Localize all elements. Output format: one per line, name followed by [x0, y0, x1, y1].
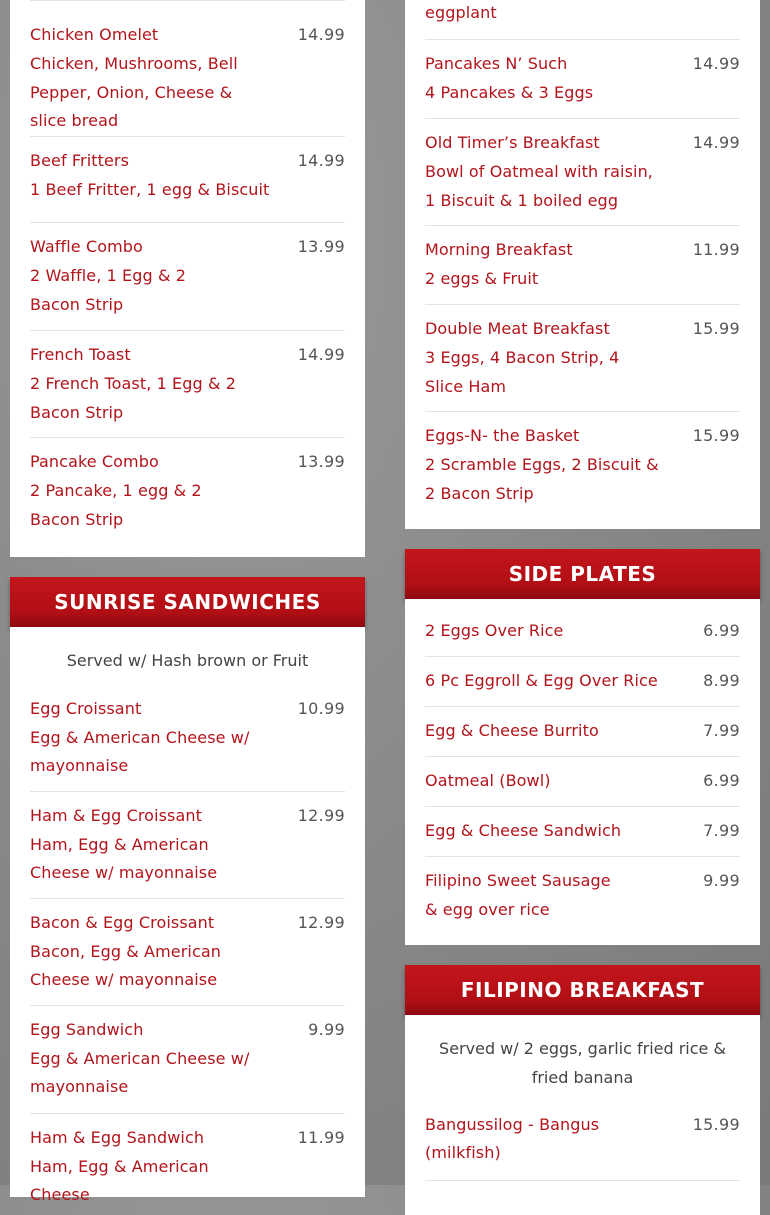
- item-description: Ham, Egg & American Cheese: [30, 1156, 209, 1205]
- item-description: 2 French Toast, 1 Egg & 2 Bacon Strip: [30, 373, 236, 422]
- item-price: 14.99: [297, 151, 345, 170]
- item-name: Waffle Combo: [30, 237, 143, 256]
- menu-item[interactable]: [425, 1103, 740, 1181]
- item-price: 12.99: [297, 805, 345, 825]
- item-name: Bangussilog - Bangus (milkfish): [425, 1114, 600, 1163]
- menu-item[interactable]: [30, 899, 345, 1006]
- item-price: 11.99: [297, 1127, 345, 1147]
- menu-item[interactable]: [30, 1114, 345, 1205]
- item-price: 9.99: [703, 871, 740, 890]
- item-description: Bacon, Egg & American Cheese w/ mayonnaise: [30, 941, 221, 990]
- item-description: 4 Pancakes & 3 Eggs: [425, 82, 594, 102]
- menu-item: [425, 0, 740, 40]
- item-name: Ham & Egg Croissant: [30, 805, 203, 825]
- item-description: 2 Waffle, 1 Egg & 2 Bacon Strip: [30, 265, 187, 314]
- item-name: Old Timer’s Breakfast: [425, 133, 600, 152]
- item-name: Morning Breakfast: [425, 240, 573, 259]
- menu-item[interactable]: [425, 857, 740, 937]
- menu-item[interactable]: [425, 119, 740, 226]
- item-price: 9.99: [308, 1019, 345, 1039]
- item-description-partial: eggplant: [425, 3, 497, 22]
- menu-item[interactable]: [30, 686, 345, 792]
- item-name: Pancakes N’ Such: [425, 54, 568, 73]
- menu-item[interactable]: [30, 792, 345, 899]
- menu-item[interactable]: [425, 657, 740, 707]
- breakfast-card-left: [10, 0, 365, 557]
- section-title-sunrise-sandwiches: SUNRISE SANDWICHES: [10, 577, 365, 627]
- item-name: Egg & Cheese Sandwich: [425, 821, 622, 840]
- item-price: 13.99: [297, 237, 345, 256]
- item-name: 6 Pc Eggroll & Egg Over Rice: [425, 671, 658, 690]
- item-name: Ham & Egg Sandwich: [30, 1127, 205, 1147]
- section-title-filipino-breakfast: FILIPINO BREAKFAST: [405, 965, 760, 1015]
- item-description: Egg & American Cheese w/ mayonnaise: [30, 727, 250, 776]
- item-price: 15.99: [692, 1114, 740, 1134]
- item-price: 11.99: [692, 240, 740, 259]
- item-price: 8.99: [703, 671, 740, 690]
- item-price: 6.99: [703, 621, 740, 640]
- item-name: French Toast: [30, 345, 131, 364]
- section-title-side-plates: SIDE PLATES: [405, 549, 760, 599]
- item-name: Bacon & Egg Croissant: [30, 912, 215, 932]
- item-description: 2 Pancake, 1 egg & 2 Bacon Strip: [30, 480, 202, 529]
- menu-item[interactable]: [30, 137, 345, 223]
- side-plates-card: [405, 599, 760, 945]
- section-note: Served w/ 2 eggs, garlic fried rice & fried banana: [439, 1039, 726, 1087]
- item-price: 14.99: [692, 133, 740, 152]
- filipino-breakfast-card: [405, 1015, 760, 1215]
- item-price: 15.99: [692, 426, 740, 445]
- sunrise-sandwiches-card: [10, 627, 365, 1205]
- item-price: 10.99: [297, 698, 345, 718]
- menu-item[interactable]: [30, 1006, 345, 1114]
- item-name: Filipino Sweet Sausage & egg over rice: [425, 871, 611, 919]
- section-note: Served w/ Hash brown or Fruit: [66, 651, 309, 670]
- item-name: Oatmeal (Bowl): [425, 771, 551, 790]
- item-name: Double Meat Breakfast: [425, 319, 610, 338]
- item-price: 14.99: [692, 54, 740, 73]
- item-name: Egg & Cheese Burrito: [425, 721, 599, 740]
- menu-item[interactable]: [425, 226, 740, 305]
- item-price: 7.99: [703, 821, 740, 840]
- item-price: 13.99: [297, 452, 345, 471]
- item-name: 2 Eggs Over Rice: [425, 621, 564, 640]
- menu-item[interactable]: [30, 223, 345, 331]
- item-description: 2 eggs & Fruit: [425, 268, 539, 288]
- item-description: Bowl of Oatmeal with raisin, 1 Biscuit & 1 boiled egg: [425, 161, 653, 210]
- menu-item[interactable]: [30, 438, 345, 546]
- item-price: 7.99: [703, 721, 740, 740]
- item-price: 14.99: [297, 25, 345, 44]
- item-price: 12.99: [297, 912, 345, 932]
- item-price: 6.99: [703, 771, 740, 790]
- item-description: Chicken, Mushrooms, Bell Pepper, Onion, Cheese & slice bread: [30, 53, 238, 131]
- item-name: Egg Croissant: [30, 698, 142, 718]
- item-description: Ham, Egg & American Cheese w/ mayonnaise: [30, 834, 218, 883]
- item-name: Beef Fritters: [30, 151, 130, 170]
- menu-item[interactable]: [425, 757, 740, 807]
- menu-item[interactable]: [30, 0, 345, 137]
- item-description: 3 Eggs, 4 Bacon Strip, 4 Slice Ham: [425, 347, 620, 396]
- breakfast-card-right: [405, 0, 760, 529]
- item-description: 2 Scramble Eggs, 2 Biscuit & 2 Bacon Strip: [425, 454, 659, 503]
- menu-item[interactable]: [425, 305, 740, 412]
- menu-item[interactable]: [425, 412, 740, 519]
- menu-item[interactable]: [30, 331, 345, 438]
- item-name: Pancake Combo: [30, 452, 159, 471]
- item-name: Chicken Omelet: [30, 25, 159, 44]
- item-price: 15.99: [692, 319, 740, 338]
- item-price: 14.99: [297, 345, 345, 364]
- menu-item[interactable]: [425, 807, 740, 857]
- menu-item[interactable]: [425, 607, 740, 657]
- item-name: Eggs-N- the Basket: [425, 426, 580, 445]
- menu-item[interactable]: [425, 40, 740, 119]
- item-description: Egg & American Cheese w/ mayonnaise: [30, 1048, 250, 1097]
- item-description: 1 Beef Fritter, 1 egg & Biscuit: [30, 179, 270, 199]
- item-name: Egg Sandwich: [30, 1019, 144, 1039]
- menu-item[interactable]: [425, 707, 740, 757]
